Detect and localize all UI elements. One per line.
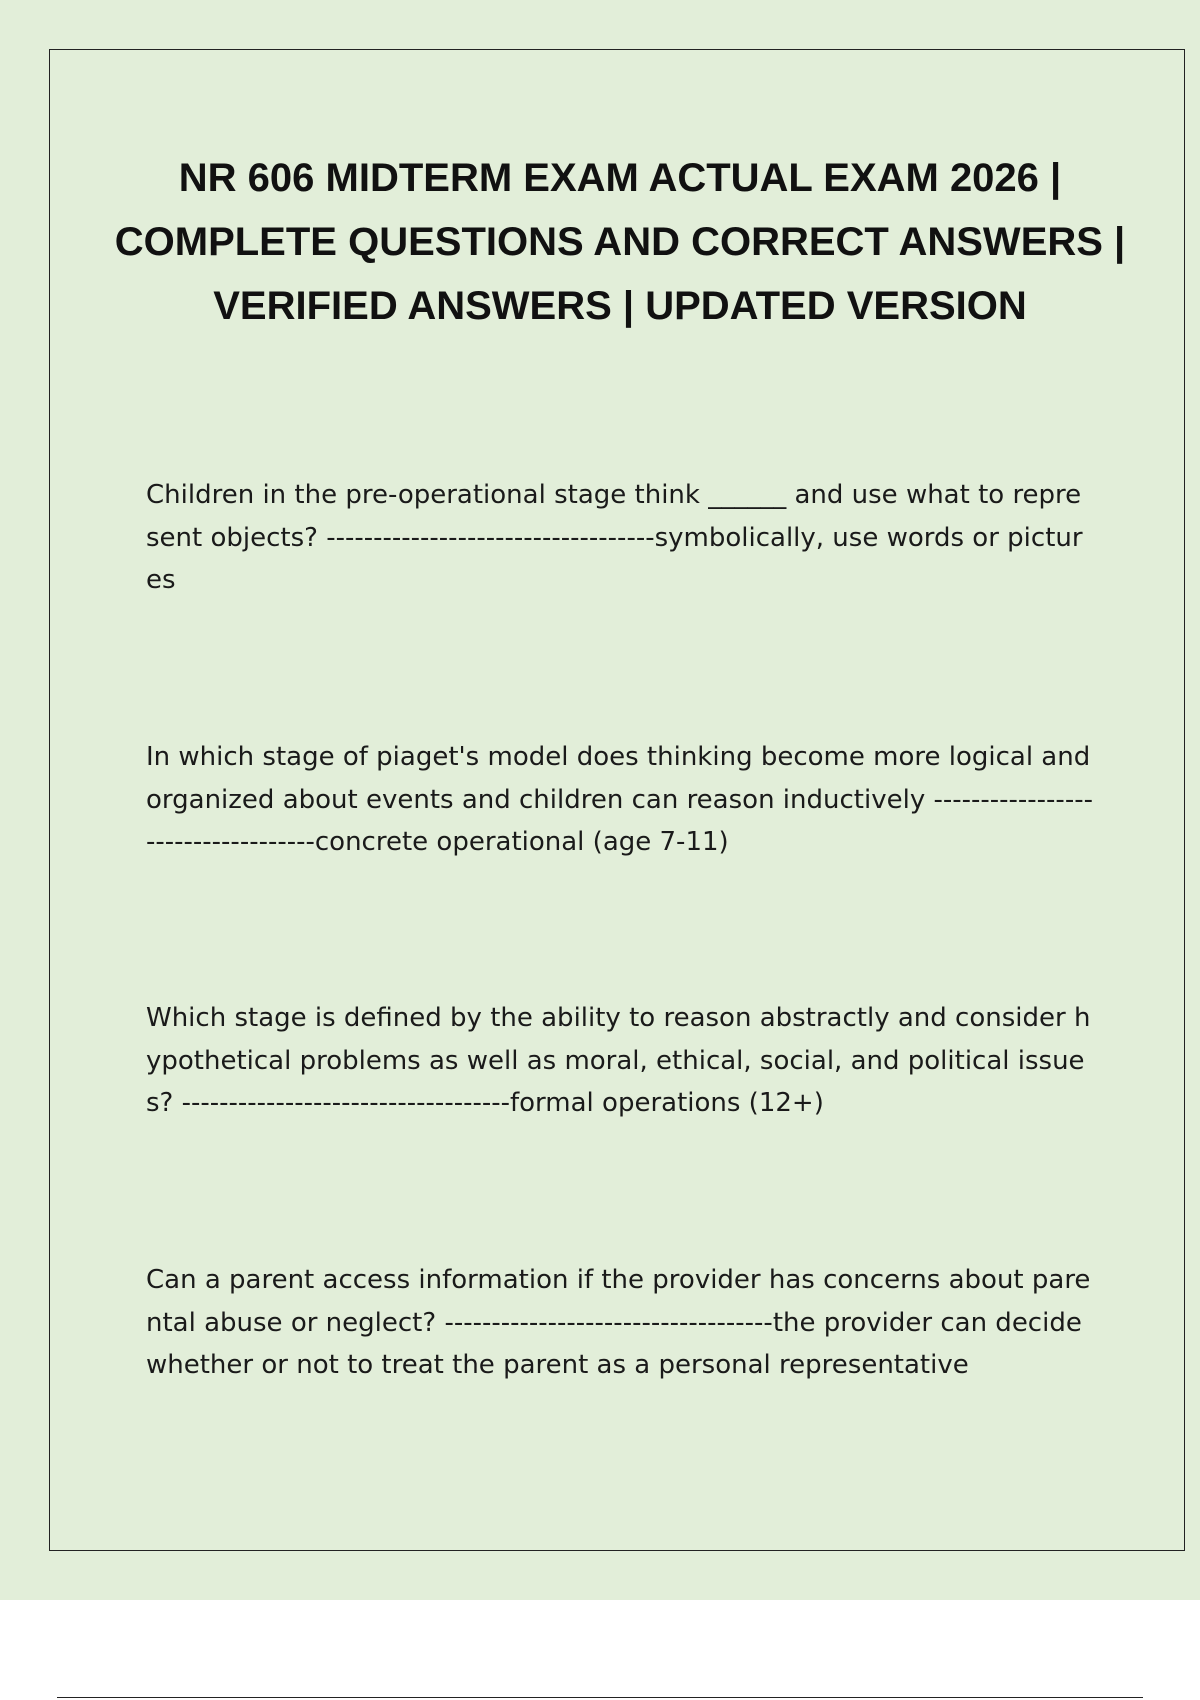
- qa-item: [146, 736, 1094, 864]
- answer-separator: -----------------------------------: [181, 1088, 510, 1118]
- question-text: Children in the pre-operational stage think ______ and use what to represent objects?: [146, 480, 1082, 553]
- document-title: NR 606 MIDTERM EXAM ACTUAL EXAM 2026 | COMPLETE QUESTIONS AND CORRECT ANSWERS | VERIFIED ANSWERS | UPDATED VERSION: [114, 156, 1126, 328]
- qa-item: [146, 1259, 1094, 1387]
- answer-separator: -----------------------------------: [146, 784, 1093, 857]
- answer-text: the provider can decide whether or not to treat the parent as a personal representative: [146, 1307, 1082, 1380]
- answer-separator: -----------------------------------: [326, 522, 655, 553]
- qa-item: [146, 474, 1094, 602]
- answer-text: symbolically, use words or pictures: [146, 522, 1083, 595]
- question-text: Can a parent access information if the provider has concerns about parental abuse or neglect?: [146, 1265, 1091, 1338]
- answer-separator: -----------------------------------: [444, 1307, 773, 1338]
- qa-item: [146, 997, 1094, 1125]
- question-text: Which stage is defined by the ability to reason abstractly and consider hypothetical problems as well as moral, ethical, social, and political issues?: [146, 1003, 1091, 1118]
- footer-divider: [57, 1697, 1143, 1698]
- question-text: In which stage of piaget's model does thinking become more logical and organized about events and children can reason inductively: [146, 742, 1091, 815]
- answer-text: concrete operational (age 7-11): [314, 827, 729, 857]
- answer-text: formal operations (12+): [510, 1088, 824, 1118]
